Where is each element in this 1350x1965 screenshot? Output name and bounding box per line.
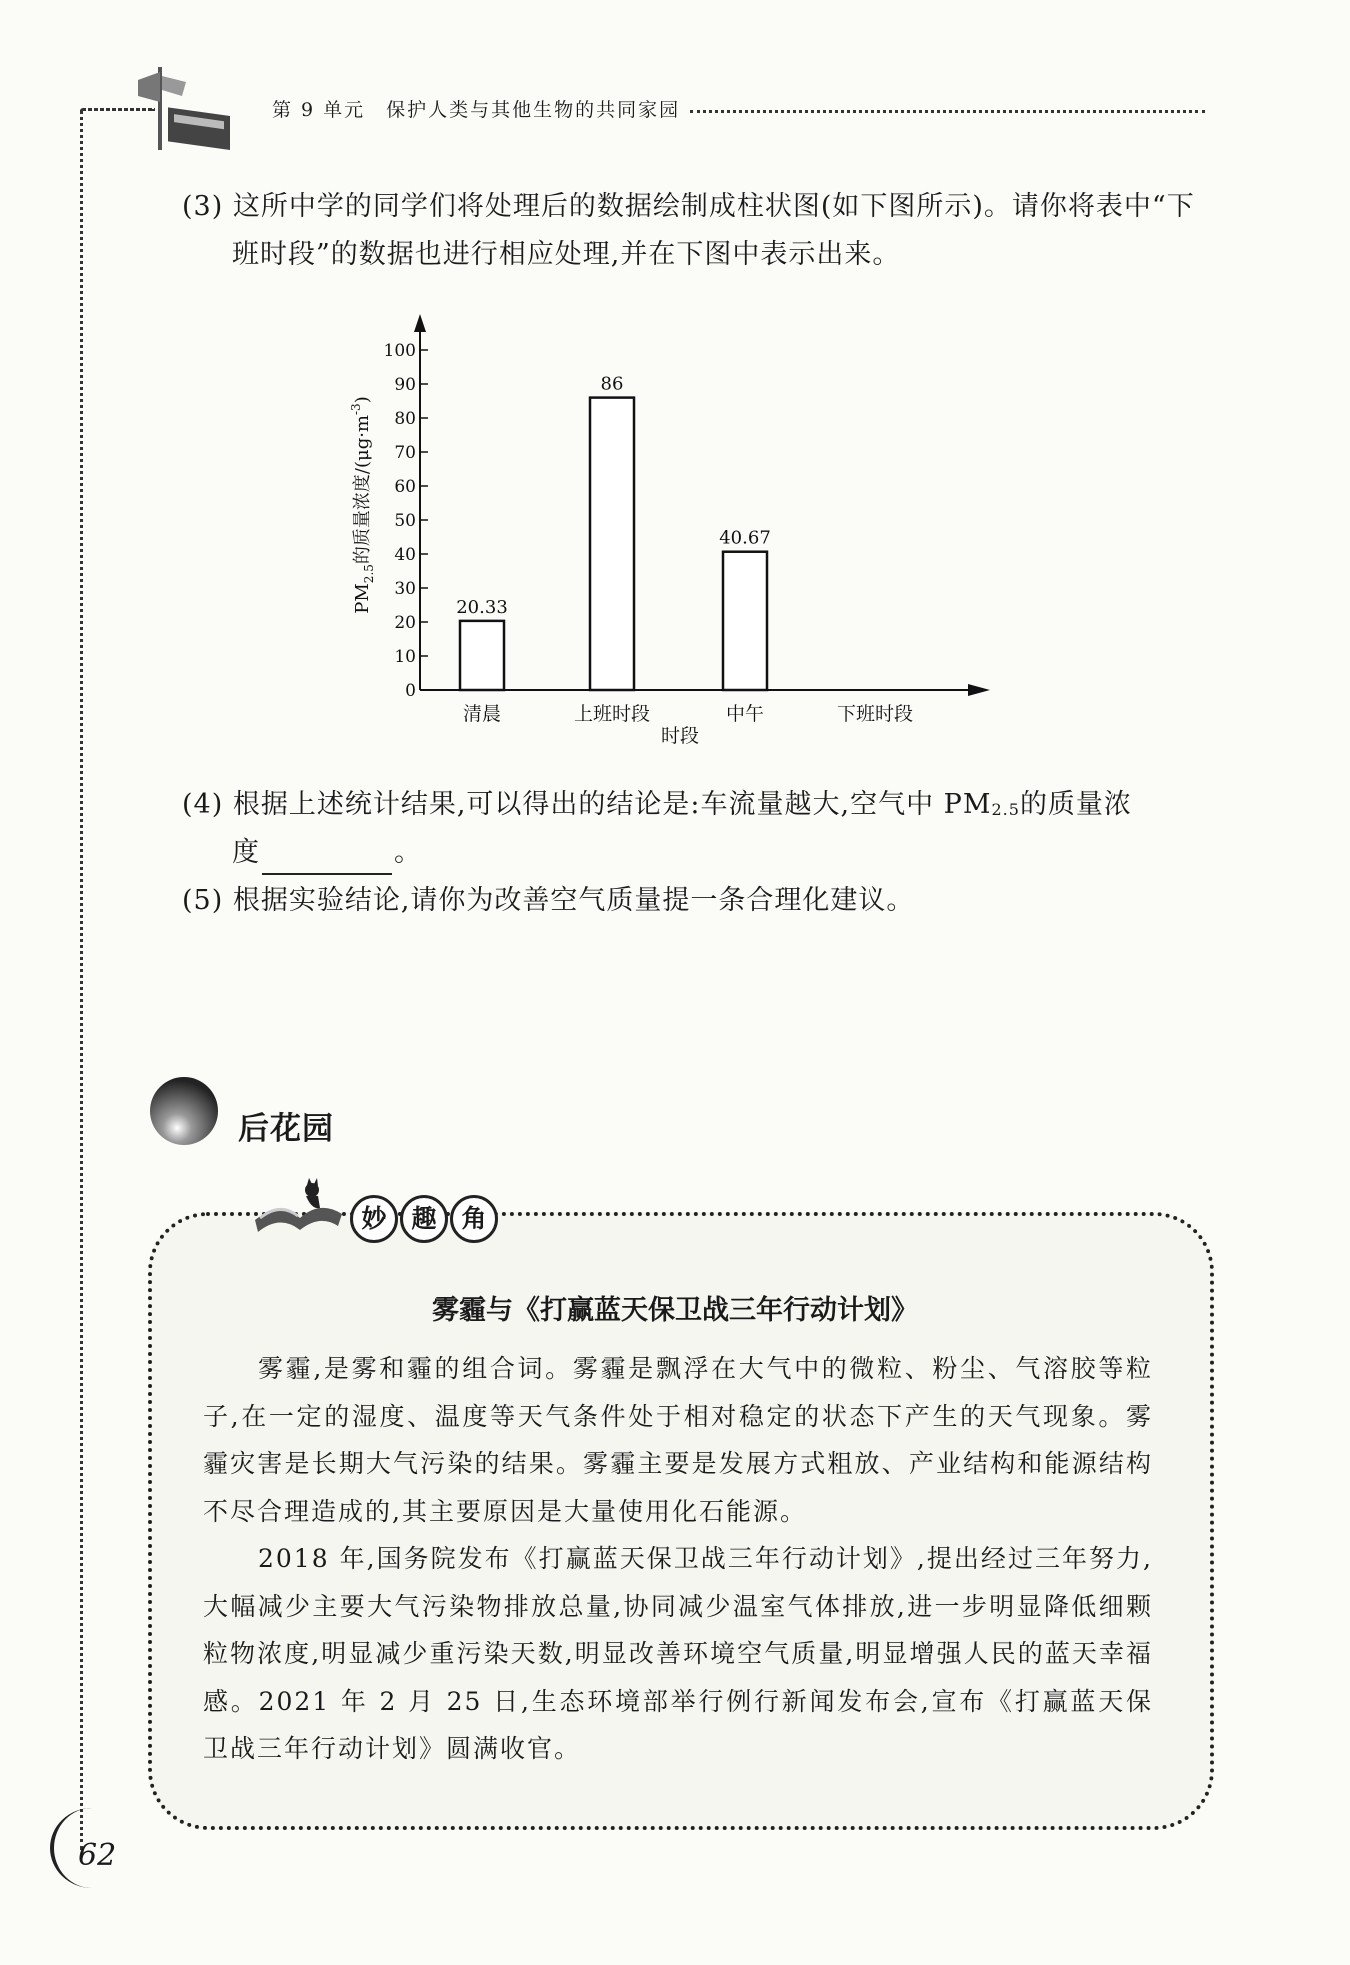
sphere-icon — [148, 1075, 220, 1147]
y-tick-label: 30 — [394, 579, 416, 599]
bar — [723, 552, 767, 690]
x-category-label: 清晨 — [462, 703, 502, 725]
y-tick-label: 0 — [405, 681, 416, 701]
y-axis-label-part: -3 — [349, 403, 363, 415]
page-frame-border — [80, 110, 83, 1850]
question-3-line-1: (3) 这所中学的同学们将处理后的数据绘制成柱状图(如下图所示)。请你将表中“下 — [182, 191, 1195, 222]
question-4-text-b: 的质量浓 — [1019, 789, 1132, 820]
bar — [460, 621, 504, 690]
x-category-label: 下班时段 — [836, 703, 914, 725]
y-tick-label: 100 — [383, 341, 416, 361]
header-dotted-line-right — [690, 110, 1205, 113]
box-title: 雾霾与《打赢蓝天保卫战三年行动计划》 — [432, 1295, 918, 1326]
y-axis-label — [349, 396, 376, 613]
x-category-label: 中午 — [725, 703, 765, 725]
bar-value-label: 40.67 — [719, 527, 771, 549]
y-axis-label-part: ) — [352, 396, 373, 404]
y-tick-label: 40 — [394, 545, 416, 565]
y-axis-label-part: PM — [352, 583, 373, 614]
question-4-text-c: 度 — [232, 837, 260, 868]
bar-value-label: 86 — [600, 373, 624, 395]
y-axis-label-part: 的质量浓度/(μg·m — [352, 414, 373, 565]
question-4-line-1 — [182, 782, 1132, 832]
section-title: 后花园 — [238, 1111, 334, 1147]
question-4-subscript: 2.5 — [991, 800, 1020, 819]
y-tick-label: 60 — [394, 477, 416, 497]
box-paragraph-2: 2018 年,国务院发布《打赢蓝天保卫战三年行动计划》,提出经过三年努力,大幅减少主要大气污染物排放总量,协同减少温室气体排放,进一步明显降低细颗粒物浓度,明显减少重污染天数,明显改善环境空气质量,明显增强人民的蓝天幸福感。2021 年 2 月 25 日,生态环境部举行例行新闻发布会,宣布《打赢蓝天保卫战三年行动计划》圆满收官。 — [203, 1544, 1153, 1763]
question-5: (5) 根据实验结论,请你为改善空气质量提一条合理化建议。 — [182, 885, 915, 916]
x-axis-label: 时段 — [660, 725, 700, 747]
flag-book-icon — [130, 62, 240, 154]
badge-qu: 趣 — [400, 1195, 448, 1243]
y-tick-label: 50 — [394, 511, 416, 531]
x-category-label: 上班时段 — [573, 703, 651, 725]
question-4-line-2 — [232, 830, 422, 875]
badge-jiao: 角 — [450, 1195, 498, 1243]
question-4-text-a: (4) 根据上述统计结果,可以得出的结论是:车流量越大,空气中 PM — [182, 789, 992, 820]
y-axis-label-part: 2.5 — [362, 564, 376, 584]
header-title: 第 9 单元 保护人类与其他生物的共同家园 — [272, 99, 681, 121]
book-cat-icon — [250, 1170, 345, 1235]
svg-text:PM2.5的质量浓度/(μg·m-3) — [349, 396, 376, 613]
y-tick-label: 70 — [394, 443, 416, 463]
bar-value-label: 20.33 — [456, 596, 508, 618]
box-paragraph-1: 雾霾,是雾和霾的组合词。雾霾是飘浮在大气中的微粒、粉尘、气溶胶等粒子,在一定的湿度、温度等天气条件处于相对稳定的状态下产生的天气现象。雾霾灾害是长期大气污染的结果。雾霾主要是发展方式粗放、产业结构和能源结构不尽合理造成的,其主要原因是大量使用化石能源。 — [203, 1354, 1153, 1526]
y-tick-label: 90 — [394, 375, 416, 395]
question-3-line-2: 班时段”的数据也进行相应处理,并在下图中表示出来。 — [232, 239, 901, 270]
x-axis-arrow — [968, 684, 990, 696]
answer-blank[interactable] — [262, 845, 392, 875]
y-tick-label: 20 — [394, 613, 416, 633]
y-tick-label: 80 — [394, 409, 416, 429]
question-4-text-d: 。 — [394, 837, 422, 868]
badge-miao: 妙 — [350, 1195, 398, 1243]
y-tick-label: 10 — [394, 647, 416, 667]
page-number: 62 — [78, 1838, 117, 1873]
pm25-bar-chart — [340, 305, 1020, 765]
bar — [590, 398, 634, 690]
y-axis-arrow — [414, 314, 426, 332]
